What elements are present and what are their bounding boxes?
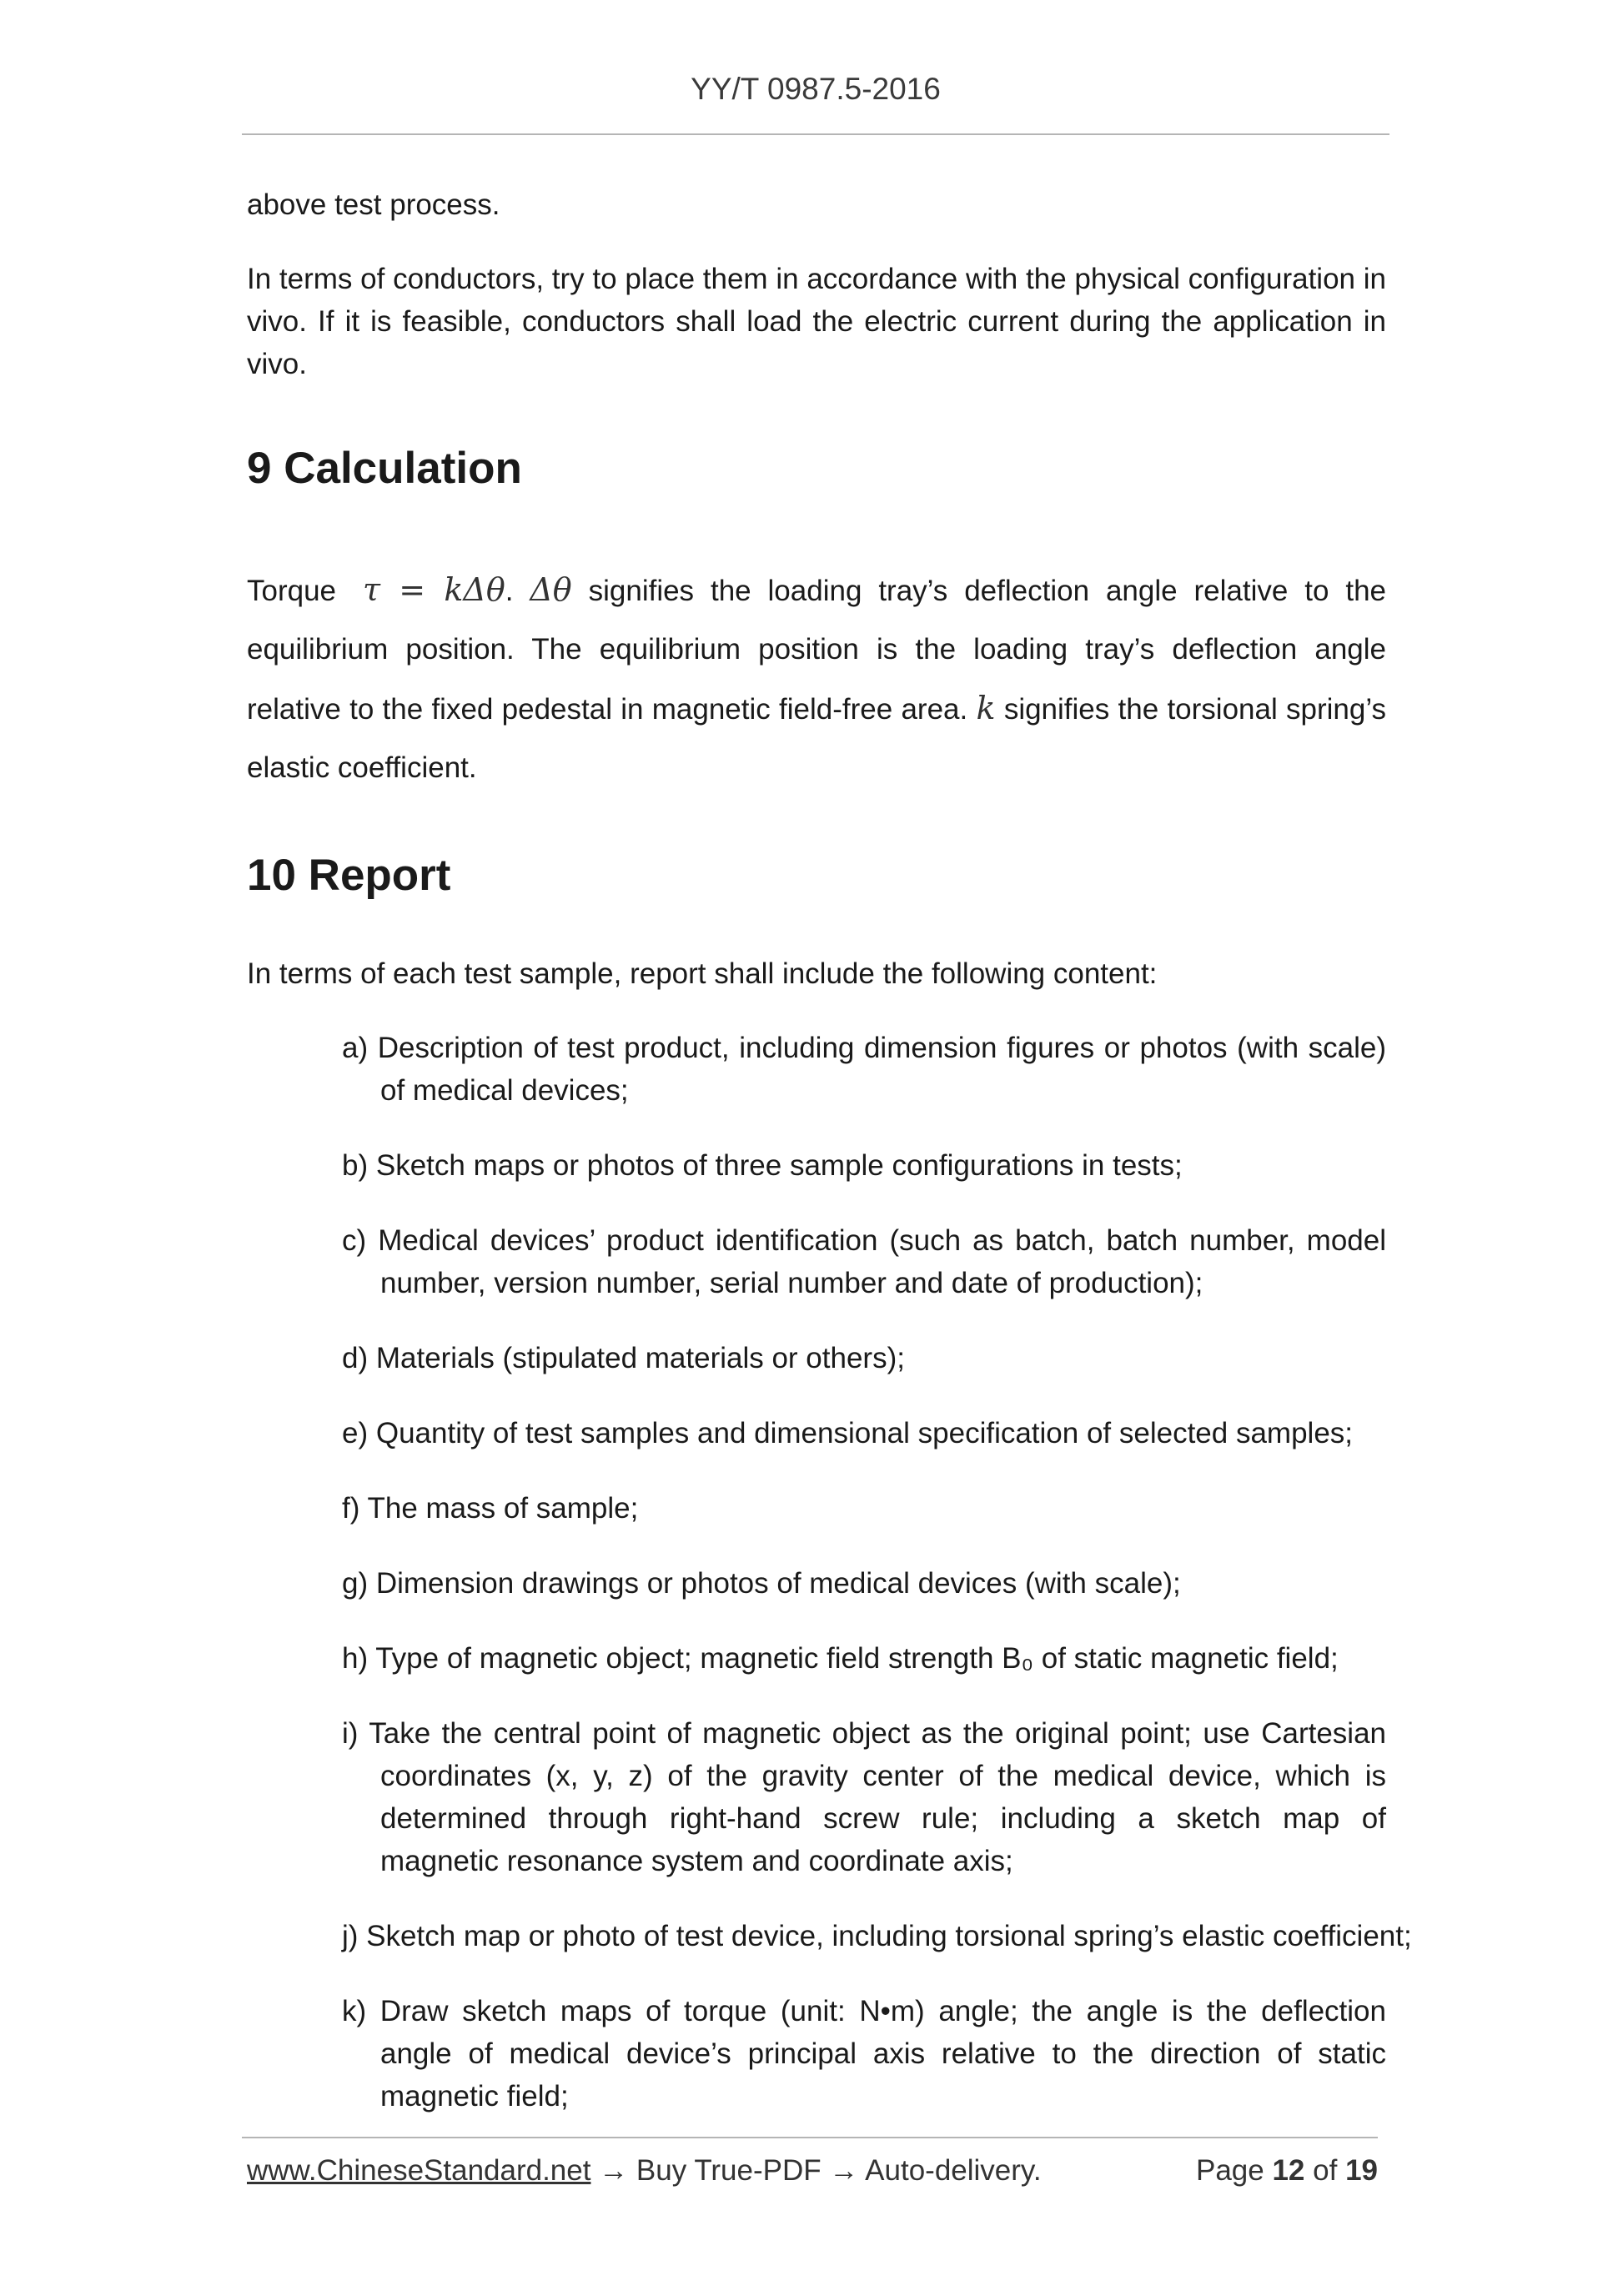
- document-id-header: YY/T 0987.5-2016: [691, 72, 941, 106]
- page-current: 12: [1272, 2154, 1305, 2187]
- list-item-b: b) Sketch maps or photos of three sample configurations in tests;: [342, 1149, 1183, 1182]
- report-intro: In terms of each test sample, report shall include the following content:: [247, 957, 1158, 990]
- section-heading-report: 10 Report: [247, 851, 451, 900]
- list-item-a: a) Description of test product, including dimension figures or photos (with scale) of medical devices;: [342, 1032, 1386, 1107]
- paragraph-conductors: In terms of conductors, try to place them in accordance with the physical configuration in vivo. If it is feasible, conductors shall load the electric current during the application in vivo.: [247, 263, 1386, 380]
- torque-label: Torque: [247, 575, 337, 607]
- paragraph-continuation: above test process.: [247, 188, 500, 221]
- list-item-j: j) Sketch map or photo of test device, including torsional spring’s elastic coefficient;: [342, 1920, 1412, 1952]
- page-footer: [247, 2154, 1378, 2188]
- report-items-list: [247, 1027, 1412, 2118]
- page-total: 19: [1345, 2154, 1378, 2187]
- footer-divider: [242, 2137, 1378, 2138]
- website-link[interactable]: www.ChineseStandard.net: [247, 2154, 591, 2187]
- section-heading-calculation: 9 Calculation: [247, 444, 522, 493]
- footer-promo: → Buy True-PDF → Auto-delivery.: [590, 2154, 1042, 2187]
- calculation-text-middle: signifies the loading tray’s deflection angle relative to the equilibrium position. The equilibrium position is the loading tray’s deflection angle relative to the fixed pedestal in magnetic field-free area.: [247, 575, 1386, 726]
- list-item-e: e) Quantity of test samples and dimensional specification of selected samples;: [342, 1417, 1354, 1449]
- page-of-label: of: [1313, 2154, 1338, 2187]
- delta-theta-symbol: Δθ: [530, 571, 572, 608]
- list-item-d: d) Materials (stipulated materials or others);: [342, 1342, 905, 1374]
- header-divider: [242, 133, 1389, 135]
- page-indicator: [1196, 2154, 1378, 2188]
- page-content: [247, 183, 1412, 2150]
- list-item-g: g) Dimension drawings or photos of medical devices (with scale);: [342, 1567, 1181, 1600]
- formula-separator: .: [505, 575, 514, 607]
- list-item-k: k) Draw sketch maps of torque (unit: N•m) angle; the angle is the deflection angle of medical device’s principal axis relative to the direction of static magnetic field;: [342, 1995, 1386, 2113]
- k-symbol: k: [976, 690, 996, 726]
- list-item-i: i) Take the central point of magnetic object as the original point; use Cartesian coordinates (x, y, z) of the gravity center of the medical device, which is determined through right-hand screw rule; including a sketch map of magnetic resonance system and coordinate axis;: [342, 1717, 1386, 1877]
- list-item-f: f) The mass of sample;: [342, 1492, 639, 1525]
- calculation-paragraph: [247, 560, 1386, 797]
- calculation-text-end: signifies the torsional spring’s elastic coefficient.: [247, 693, 1386, 784]
- list-item-c: c) Medical devices’ product identification (such as batch, batch number, model number, version number, serial number and date of production);: [342, 1224, 1386, 1299]
- list-item-h: h) Type of magnetic object; magnetic field strength B₀ of static magnetic field;: [342, 1642, 1339, 1675]
- torque-formula: τ = kΔθ: [362, 571, 505, 608]
- page-label: Page: [1195, 2154, 1264, 2187]
